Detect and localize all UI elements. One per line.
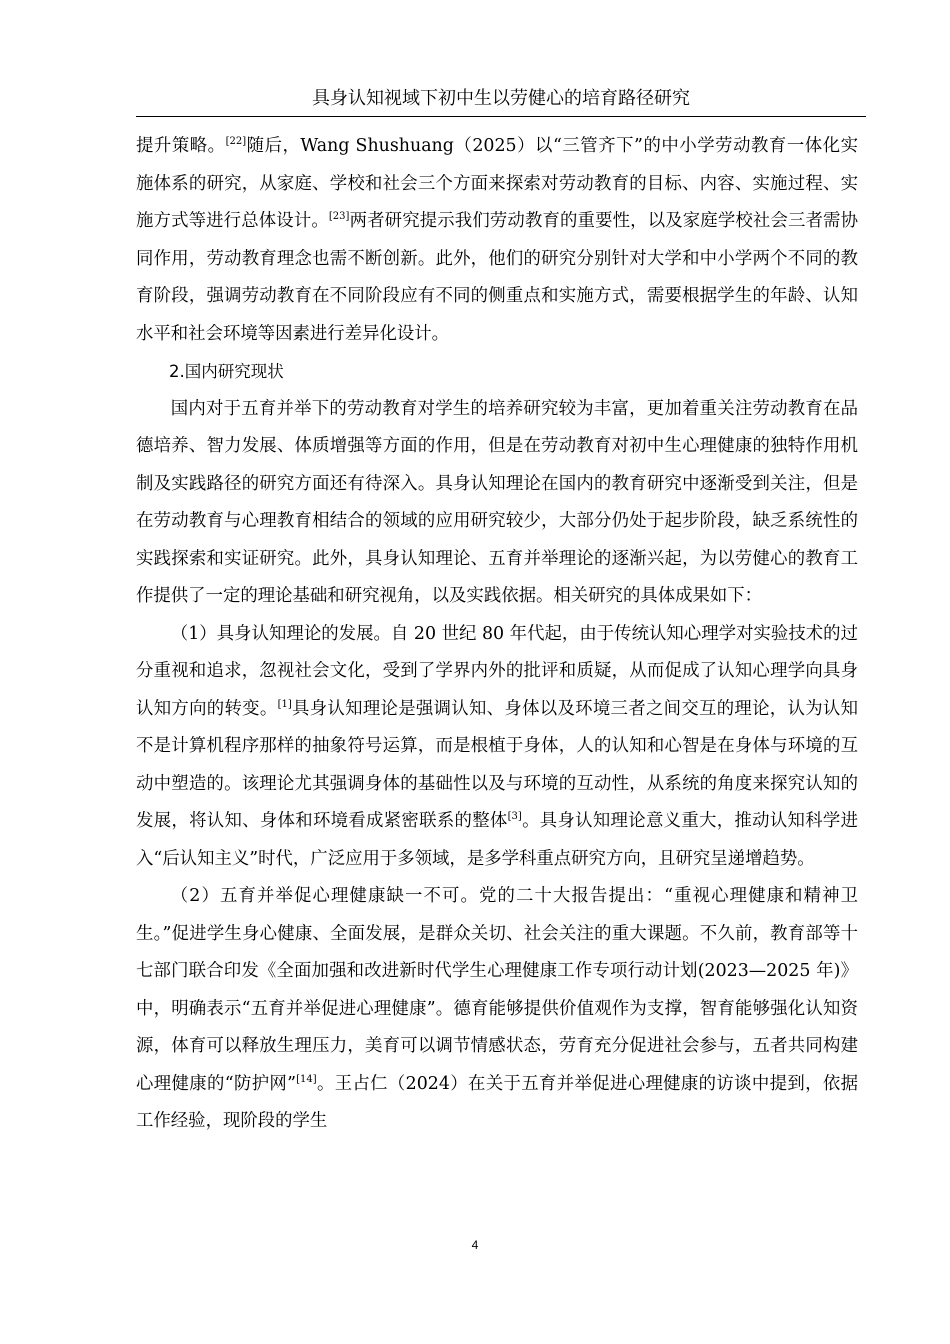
citation-ref: [1] [277,698,292,710]
text-run: 提升策略。 [136,136,226,156]
section-heading: 2.国内研究现状 [169,362,284,381]
paragraph [136,128,858,353]
running-header [136,84,866,117]
text-run: 随后，Wang Shushuang（2025）以“三管齐下”的中小学劳动教育一体化实施体系的研究，从家庭、学校和社会三个方面来探索对劳动教育的目标、内容、实施过程、实施方式等进行总体设计。 [136,136,858,231]
text-run: （2）五育并举促心理健康缺一不可。党的二十大报告提出：“重视心理健康和精神卫生。”促进学生身心健康、全面发展，是群众关切、社会关注的重大课题。不久前，教育部等十七部门联合印发《全面加强和改进新时代学生心理健康工作专项行动计划(2023—2025 年)》中，明确表示“五育并举促进心理健康”。德育能够提供价值观作为支撑，智育能够强化认知资源，体育可以释放生理压力，美育可以调节情感状态，劳育充分促进社会参与，五者共同构建心理健康的“防护网” [136,886,858,1094]
paragraph [136,616,858,879]
citation-ref: [23] [328,211,350,222]
running-header-title: 具身认知视域下初中生以劳健心的培育路径研究 [312,88,690,109]
text-run: 具身认知理论是强调认知、身体以及环境三者之间交互的理论，认为认知不是计算机程序那样的抽象符号运算，而是根植于身体，人的认知和心智是在身体与环境的互动中塑造的。该理论尤其强调身体的基础性以及与环境的互动性，从系统的角度来探究认知的发展，将认知、身体和环境看成紧密联系的整体 [136,698,858,831]
text-run: 国内对于五育并举下的劳动教育对学生的培养研究较为丰富，更加着重关注劳动教育在品德培养、智力发展、体质增强等方面的作用，但是在劳动教育对初中生心理健康的独特作用机制及实践路径的研究方面还有待深入。具身认知理论在国内的教育研究中逐渐受到关注，但是在劳动教育与心理教育相结合的领域的应用研究较少，大部分仍处于起步阶段，缺乏系统性的实践探索和实证研究。此外，具身认知理论、五育并举理论的逐渐兴起，为以劳健心的教育工作提供了一定的理论基础和研究视角，以及实践依据。相关研究的具体成果如下： [136,398,858,606]
paragraph [136,878,858,1141]
citation-ref: [3] [507,811,522,822]
citation-ref: [14] [296,1073,317,1085]
text-run: （1）具身认知理论的发展。自 20 世纪 80 年代起，由于传统认知心理学对实验技术的过分重视和追求，忽视社会文化，受到了学界内外的批评和质疑，从而促成了认知心理学向具身认知方向的转变。 [136,623,858,719]
body-text [136,128,858,1141]
text-run: 。王占仁（2024）在关于五育并举促进心理健康的访谈中提到，依据工作经验，现阶段的学生 [136,1073,858,1131]
text-run: 两者研究提示我们劳动教育的重要性，以及家庭学校社会三者需协同作用，劳动教育理念也需不断创新。此外，他们的研究分别针对大学和中小学两个不同的教育阶段，强调劳动教育在不同阶段应有不同的侧重点和实施方式，需要根据学生的年龄、认知水平和社会环境等因素进行差异化设计。 [136,211,858,344]
page-number: 4 [471,1238,479,1252]
text-run: 。具身认知理论意义重大，推动认知科学进入“后认知主义”时代，广泛应用于多领域，是多学科重点研究方向，且研究呈递增趋势。 [136,811,858,869]
paragraph [136,391,858,616]
citation-ref: [22] [225,136,247,147]
